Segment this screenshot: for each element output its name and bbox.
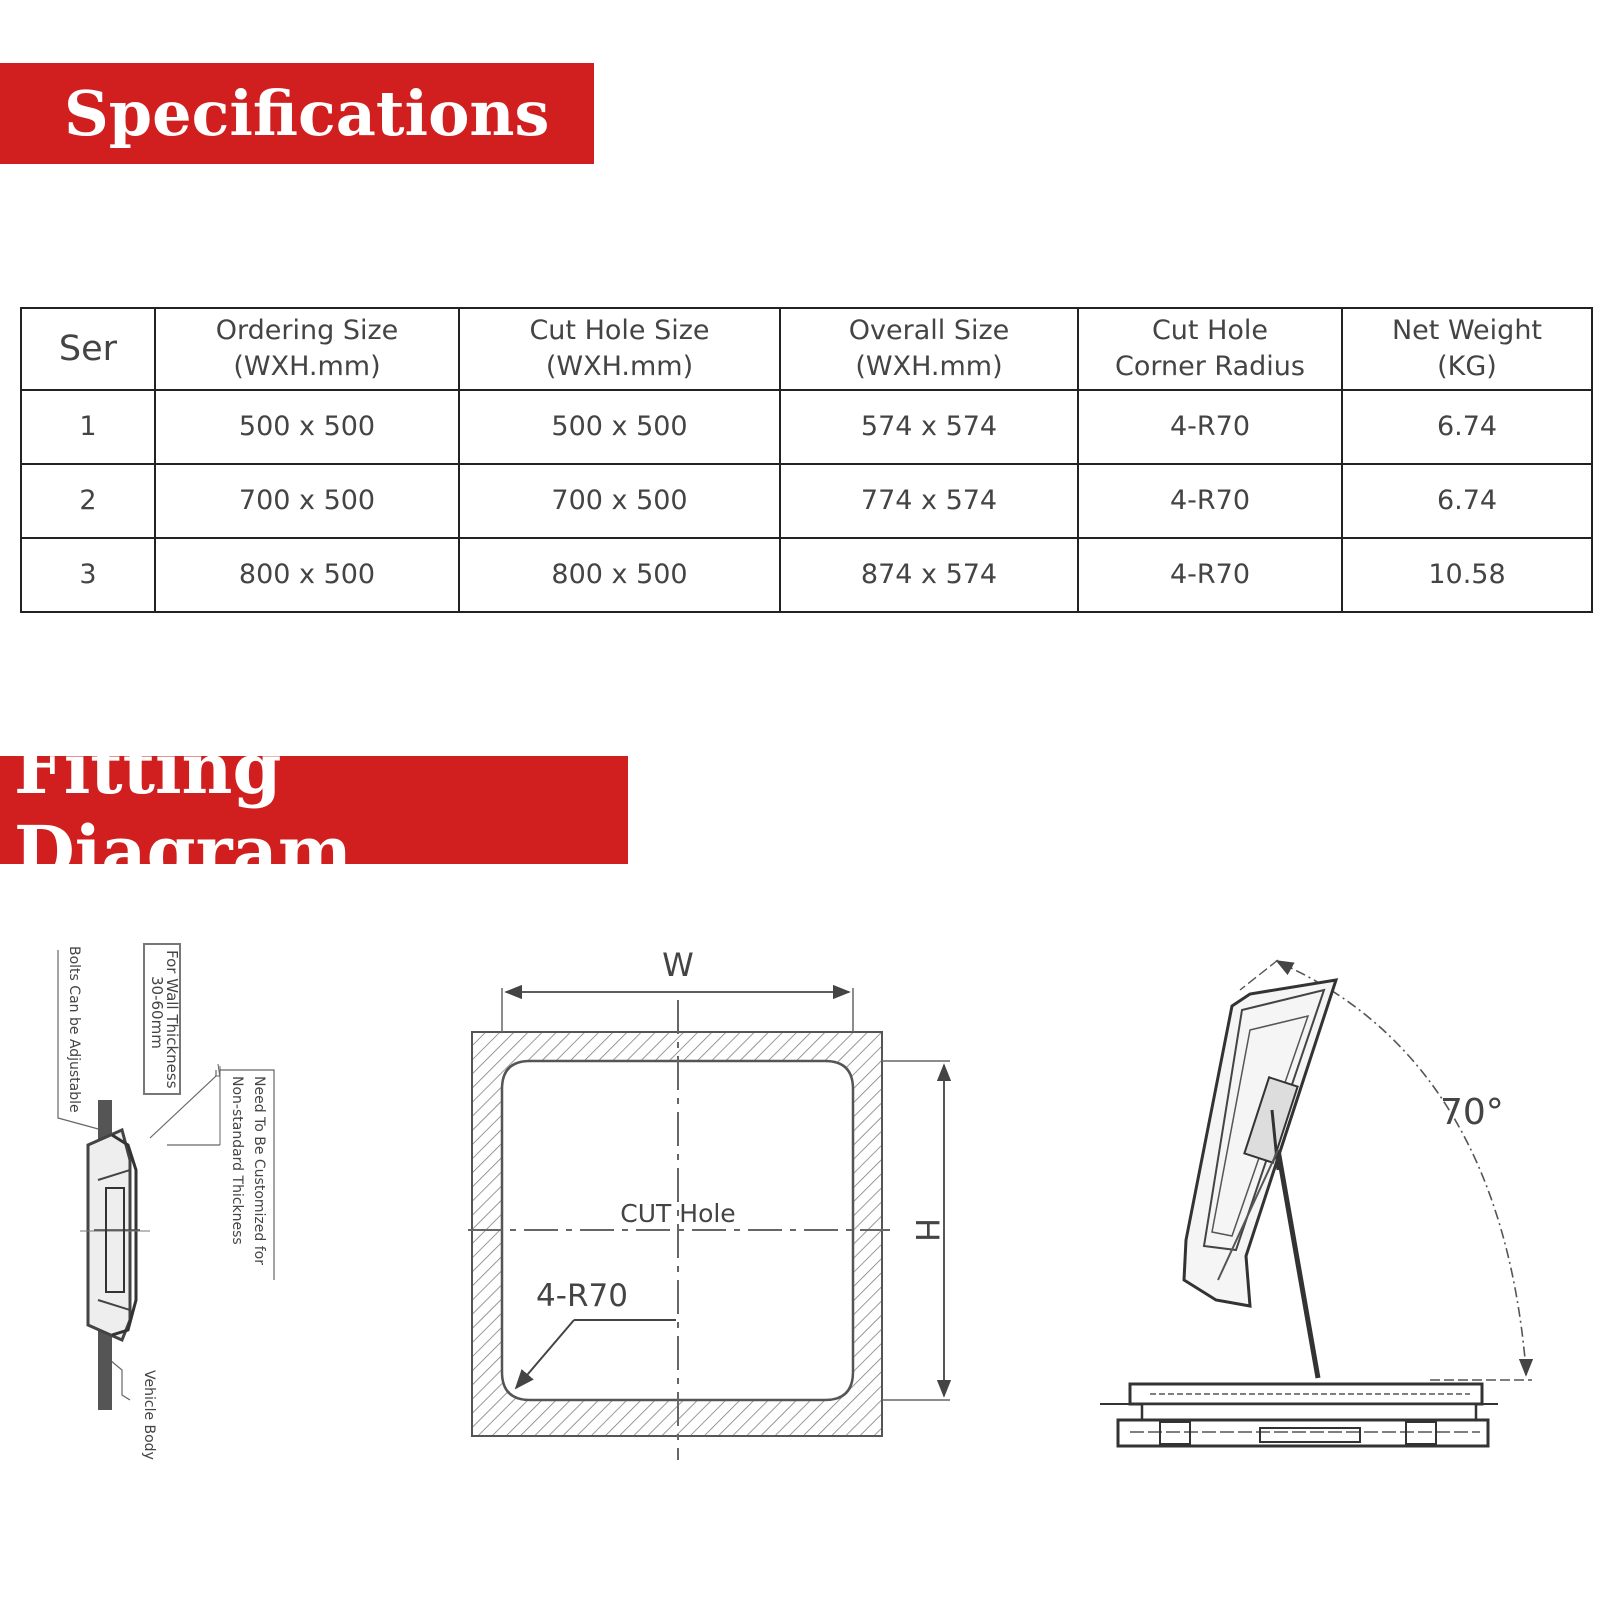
corner-radius-label: 4-R70 [536,1278,628,1314]
table-cell: 2 [21,464,155,538]
specifications-banner [0,63,594,164]
specifications-table [20,307,1593,613]
table-row [21,390,1592,464]
table-header-row [21,308,1592,390]
vehicle-body-label: Vehicle Body [141,1370,157,1460]
table-cell: 500 x 500 [459,390,780,464]
specifications-title: Specifications [64,77,550,150]
cut-hole-diagram [450,940,970,1460]
table-cell: 1 [21,390,155,464]
table-cell: 774 x 574 [780,464,1078,538]
gas-strut [1278,1150,1318,1378]
column-header-corner-radius: Cut Hole Corner Radius [1078,308,1342,390]
table-cell: 800 x 500 [459,538,780,612]
table-cell: 3 [21,538,155,612]
bolts-label: Bolts Can be Adjustable [66,946,82,1113]
column-header-overall-size: Overall Size (WXH.mm) [780,308,1078,390]
table-cell: 4-R70 [1078,464,1342,538]
custom-thickness-label-2: Non-standard Thickness [229,1076,245,1245]
table-row [21,538,1592,612]
table-cell: 500 x 500 [155,390,459,464]
width-label: W [662,946,694,984]
table-cell: 10.58 [1342,538,1592,612]
custom-thickness-label-1: Need To Be Customized for [251,1076,267,1265]
wall-thickness-label: For Wall Thickness [163,950,181,1089]
open-hatch-diagram [1100,950,1580,1450]
table-cell: 874 x 574 [780,538,1078,612]
table-cell: 700 x 500 [459,464,780,538]
fitting-diagram-banner [0,727,628,893]
table-cell: 6.74 [1342,464,1592,538]
height-label: H [908,1217,946,1243]
side-view-diagram [50,930,280,1480]
opening-angle-label: 70° [1440,1092,1504,1133]
table-cell: 4-R70 [1078,538,1342,612]
leader-line [110,1360,130,1400]
table-cell: 6.74 [1342,390,1592,464]
cut-hole-label: CUT Hole [620,1199,736,1228]
table-cell: 574 x 574 [780,390,1078,464]
table-cell: 700 x 500 [155,464,459,538]
column-header-ser: Ser [21,308,155,390]
column-header-cut-hole-size: Cut Hole Size (WXH.mm) [459,308,780,390]
table-cell: 4-R70 [1078,390,1342,464]
column-header-net-weight: Net Weight (KG) [1342,308,1592,390]
table-row [21,464,1592,538]
table-cell: 800 x 500 [155,538,459,612]
wall-thickness-range: 30-60mm [148,976,166,1049]
column-header-ordering-size: Ordering Size (WXH.mm) [155,308,459,390]
fitting-diagram-title: Fitting Diagram [14,727,352,893]
